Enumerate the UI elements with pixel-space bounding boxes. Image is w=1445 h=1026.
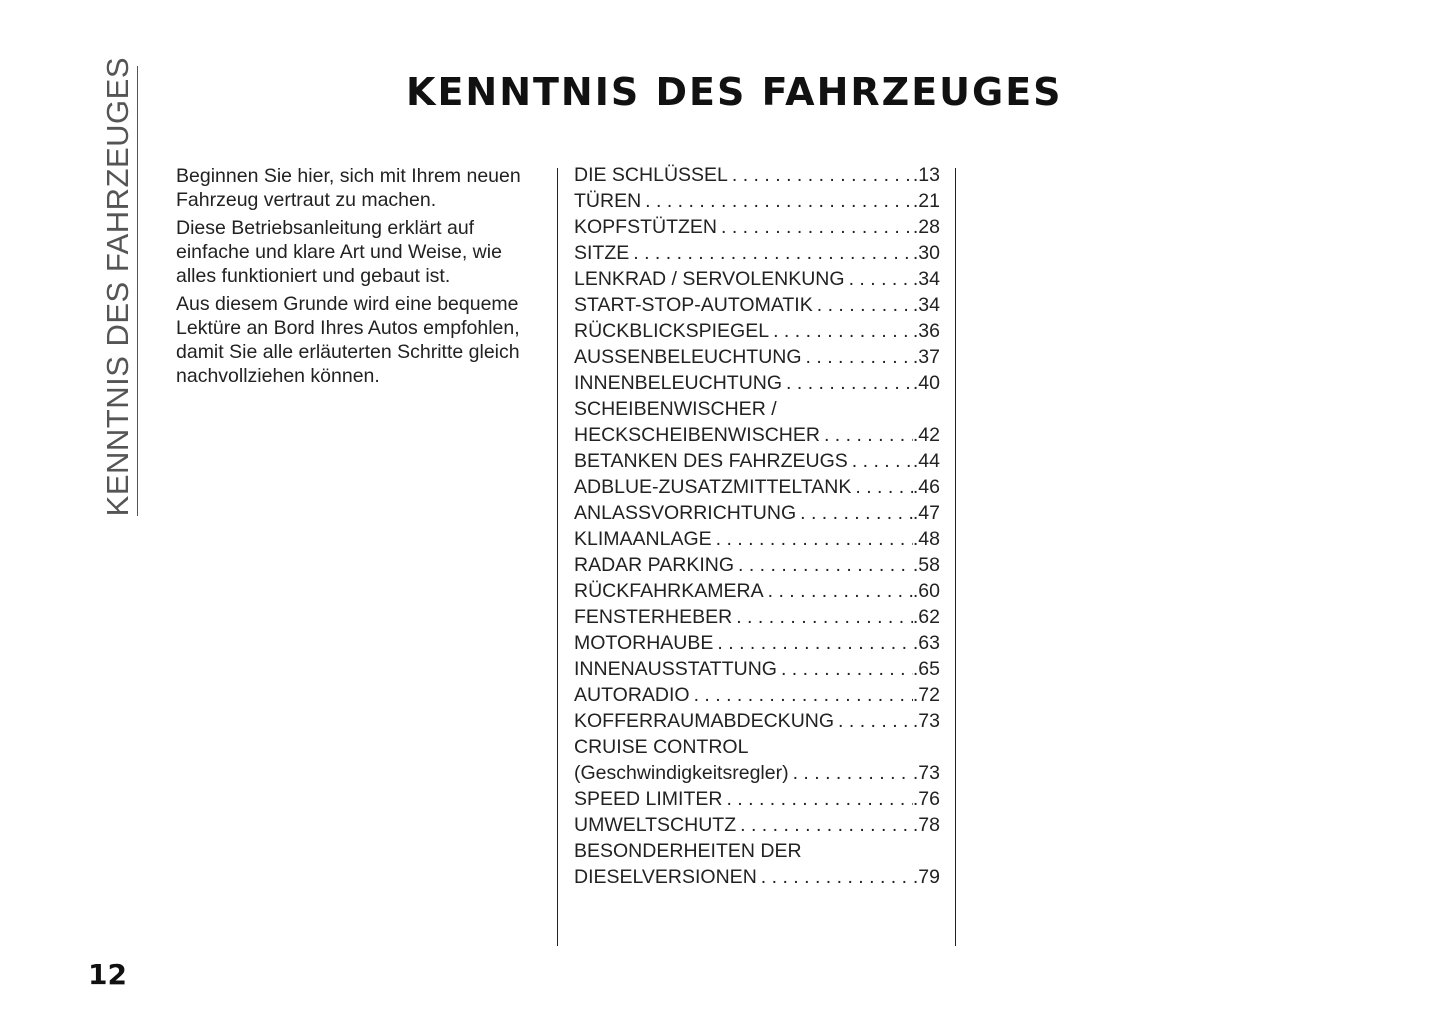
toc-entry-label: INNENAUSSTATTUNG: [574, 658, 777, 680]
side-chapter-label: [100, 56, 141, 516]
toc-entry-page: .73: [912, 710, 940, 732]
toc-entry[interactable]: [574, 396, 940, 422]
toc-entry-page: .28: [912, 216, 940, 238]
toc-entry-label: KOFFERRAUMABDECKUNG: [574, 710, 835, 732]
toc-entry-label: KLIMAANLAGE: [574, 528, 712, 550]
toc-entry-label: SCHEIBENWISCHER /: [574, 398, 777, 420]
toc-entry-label: SPEED LIMITER: [574, 788, 723, 810]
toc-entry-page: .42: [912, 424, 940, 446]
toc-leader-dots: [690, 682, 913, 708]
toc-entry-label: KOPFSTÜTZEN: [574, 216, 718, 238]
column-divider-left: [557, 168, 558, 946]
toc-entry-page: .36: [912, 320, 940, 342]
toc-entry[interactable]: [574, 422, 940, 448]
toc-entry-label: RADAR PARKING: [574, 554, 734, 576]
toc-entry-label: UMWELTSCHUTZ: [574, 814, 737, 836]
toc-leader-dots: [777, 656, 913, 682]
toc-entry[interactable]: [574, 734, 940, 760]
toc-entry[interactable]: [574, 604, 940, 630]
toc-entry-page: .21: [912, 190, 940, 212]
toc-entry[interactable]: [574, 214, 940, 240]
toc-leader-dots: [796, 500, 913, 526]
column-divider-right: [955, 168, 956, 946]
toc-entry-label: MOTORHAUBE: [574, 632, 714, 654]
toc-leader-dots: [802, 344, 913, 370]
toc-leader-dots: [834, 708, 913, 734]
toc-entry-label: HECKSCHEIBENWISCHER: [574, 424, 820, 446]
toc-entry-page: .47: [912, 502, 940, 524]
toc-leader-dots: [712, 526, 913, 552]
toc-entry[interactable]: [574, 474, 940, 500]
toc-leader-dots: [713, 630, 912, 656]
intro-paragraph: Beginnen Sie hier, sich mit Ihrem neuen Fahrzeug vertraut zu machen.: [176, 165, 521, 211]
toc-leader-dots: [732, 604, 913, 630]
intro-paragraph: Aus diesem Grunde wird eine bequeme Lektüre an Bord Ihres Autos empfohlen, damit Sie alle erläuterten Schritte gleich nachvollziehen können.: [176, 293, 520, 387]
table-of-contents: [574, 162, 940, 890]
toc-entry-page: .76: [912, 788, 940, 810]
toc-leader-dots: [717, 214, 913, 240]
toc-leader-dots: [629, 240, 913, 266]
toc-entry-label: CRUISE CONTROL: [574, 736, 749, 758]
toc-entry-label: DIE SCHLÜSSEL: [574, 164, 728, 186]
toc-entry[interactable]: [574, 448, 940, 474]
toc-entry-page: .34: [912, 268, 940, 290]
toc-entry-label: RÜCKBLICKSPIEGEL: [574, 320, 770, 342]
toc-leader-dots: [764, 578, 913, 604]
toc-entry-page: .46: [912, 476, 940, 498]
toc-entry-label: ADBLUE-ZUSATZMITTELTANK: [574, 476, 852, 498]
toc-entry-label: TÜREN: [574, 190, 642, 212]
toc-entry-label: AUTORADIO: [574, 684, 690, 706]
toc-leader-dots: [851, 474, 913, 500]
page-number: 12: [88, 958, 127, 991]
toc-entry[interactable]: [574, 240, 940, 266]
toc-leader-dots: [734, 552, 913, 578]
toc-entry[interactable]: [574, 838, 940, 864]
toc-entry-label: ANLASSVORRICHTUNG: [574, 502, 797, 524]
toc-entry-page: .44: [912, 450, 940, 472]
toc-entry-page: .60: [912, 580, 940, 602]
toc-entry-page: .65: [912, 658, 940, 680]
toc-leader-dots: [813, 292, 913, 318]
side-rule: [137, 66, 138, 516]
toc-leader-dots: [722, 786, 912, 812]
side-chapter-text: KENNTNIS DES FAHRZEUGES: [100, 56, 135, 516]
toc-entry-page: .30: [912, 242, 940, 264]
toc-entry-label: INNENBELEUCHTUNG: [574, 372, 783, 394]
toc-leader-dots: [789, 760, 913, 786]
toc-entry-page: .13: [912, 164, 940, 186]
toc-entry[interactable]: [574, 760, 940, 786]
intro-text: [176, 164, 546, 392]
toc-entry[interactable]: [574, 630, 940, 656]
toc-entry-label: BESONDERHEITEN DER: [574, 840, 802, 862]
toc-entry[interactable]: [574, 318, 940, 344]
toc-entry[interactable]: [574, 266, 940, 292]
toc-entry-page: .63: [912, 632, 940, 654]
toc-entry[interactable]: [574, 526, 940, 552]
toc-entry[interactable]: [574, 552, 940, 578]
toc-entry-page: .72: [912, 684, 940, 706]
toc-entry[interactable]: [574, 812, 940, 838]
toc-leader-dots: [757, 864, 913, 890]
toc-entry[interactable]: [574, 578, 940, 604]
toc-entry-label: DIESELVERSIONEN: [574, 866, 757, 888]
toc-entry[interactable]: [574, 864, 940, 890]
toc-entry-page: .40: [912, 372, 940, 394]
toc-entry-page: .58: [912, 554, 940, 576]
toc-entry-page: .78: [912, 814, 940, 836]
toc-entry-label: SITZE: [574, 242, 630, 264]
toc-leader-dots: [848, 448, 913, 474]
toc-entry[interactable]: [574, 708, 940, 734]
toc-entry-label: START-STOP-AUTOMATIK: [574, 294, 813, 316]
toc-entry[interactable]: [574, 162, 940, 188]
toc-leader-dots: [782, 370, 913, 396]
toc-entry-page: .62: [912, 606, 940, 628]
toc-entry-label: RÜCKFAHRKAMERA: [574, 580, 764, 602]
toc-leader-dots: [845, 266, 913, 292]
toc-entry-label: FENSTERHEBER: [574, 606, 733, 628]
toc-entry-page: .79: [912, 866, 940, 888]
toc-entry[interactable]: [574, 370, 940, 396]
toc-entry-page: .37: [912, 346, 940, 368]
toc-entry-label: (Geschwindigkeitsregler): [574, 762, 789, 784]
toc-entry-label: AUSSENBELEUCHTUNG: [574, 346, 802, 368]
toc-entry[interactable]: [574, 656, 940, 682]
intro-paragraph: Diese Betriebsanleitung erklärt auf einfache und klare Art und Weise, wie alles funktioniert und gebaut ist.: [176, 217, 502, 287]
toc-entry-label: LENKRAD / SERVOLENKUNG: [574, 268, 845, 290]
toc-entry[interactable]: [574, 344, 940, 370]
toc-leader-dots: [736, 812, 913, 838]
toc-leader-dots: [641, 188, 913, 214]
toc-entry-page: .48: [912, 528, 940, 550]
toc-entry[interactable]: [574, 682, 940, 708]
toc-entry[interactable]: [574, 786, 940, 812]
toc-entry[interactable]: [574, 188, 940, 214]
toc-entry[interactable]: [574, 292, 940, 318]
toc-entry-page: .73: [912, 762, 940, 784]
toc-leader-dots: [820, 422, 913, 448]
toc-entry[interactable]: [574, 500, 940, 526]
toc-entry-label: BETANKEN DES FAHRZEUGS: [574, 450, 848, 472]
toc-leader-dots: [728, 162, 913, 188]
toc-leader-dots: [769, 318, 913, 344]
toc-entry-page: .34: [912, 294, 940, 316]
page-title: KENNTNIS DES FAHRZEUGES: [406, 70, 1063, 114]
